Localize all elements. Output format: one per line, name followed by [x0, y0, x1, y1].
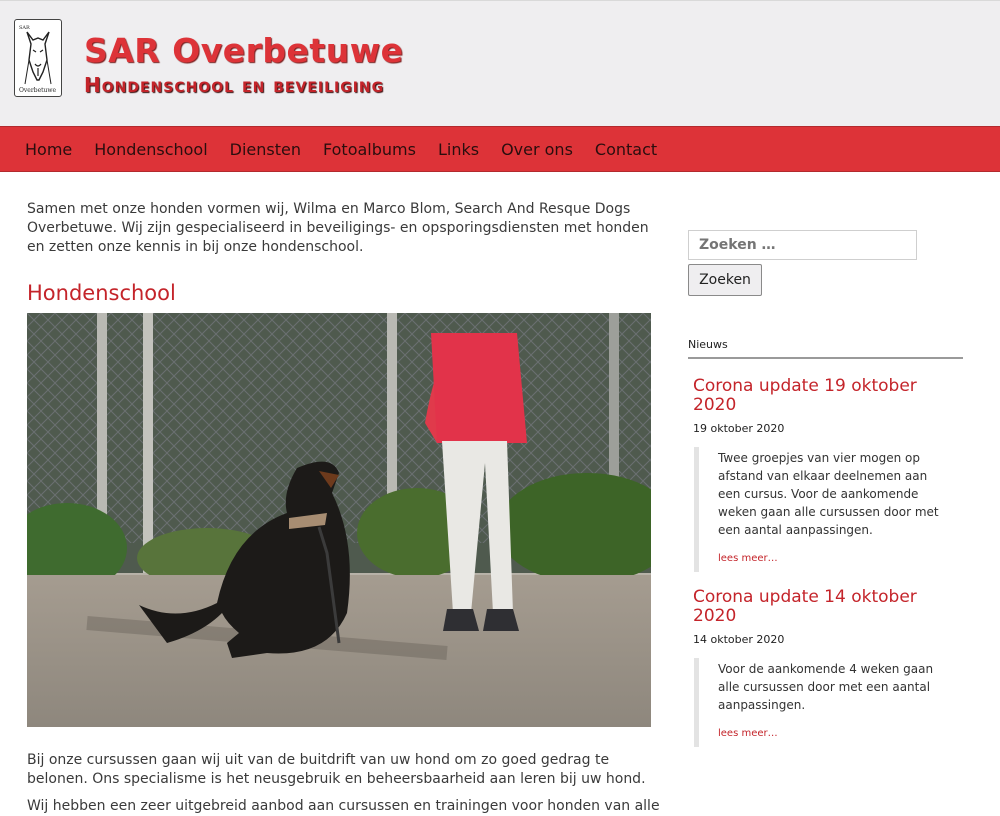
hero-image	[27, 313, 651, 727]
news-widget-title: Nieuws	[688, 338, 963, 359]
nav-item-home[interactable]: Home	[25, 139, 73, 159]
news-title-link[interactable]: Corona update 14 oktober 2020	[693, 587, 917, 626]
dog-training-photo	[27, 313, 651, 727]
site-tagline: Hondenschool en beveiliging	[84, 73, 385, 97]
section-title: Hondenschool	[27, 281, 176, 305]
read-more-link[interactable]: lees meer…	[718, 728, 778, 739]
news-title-link[interactable]: Corona update 19 oktober 2020	[693, 376, 917, 415]
news-item	[688, 377, 963, 572]
nav-item-fotoalbums[interactable]: Fotoalbums	[323, 139, 416, 159]
dog-logo-icon	[15, 20, 61, 96]
nav-item-links[interactable]: Links	[437, 139, 480, 159]
nav-item-over-ons[interactable]: Over ons	[501, 139, 573, 159]
site-logo[interactable]	[14, 19, 62, 97]
news-excerpt-text: Twee groepjes van vier mogen op afstand van elkaar deelnemen aan een cursus. Voor de aankomende weken gaan alle cursussen door met een aantal aanpassingen.	[718, 451, 939, 537]
site-title[interactable]: SAR Overbetuwe	[84, 31, 404, 70]
logo-text-bottom: Overbetuwe	[19, 87, 57, 94]
main-navigation	[0, 126, 1000, 172]
body-text-continued: Wij hebben een zeer uitgebreid aanbod aan cursussen en trainingen voor honden van alle	[27, 798, 660, 814]
site-header	[0, 0, 1000, 127]
search-button[interactable]: Zoeken	[688, 264, 762, 296]
nav-item-contact[interactable]: Contact	[594, 139, 658, 159]
news-date: 19 oktober 2020	[693, 422, 785, 435]
news-excerpt-text: Voor de aankomende 4 weken gaan alle cursussen door met een aantal aanpassingen.	[718, 662, 934, 712]
read-more-link[interactable]: lees meer…	[718, 553, 778, 564]
search-input[interactable]	[688, 230, 917, 260]
logo-text-top: SAR	[19, 25, 30, 31]
nav-item-diensten[interactable]: Diensten	[229, 139, 301, 159]
sidebar	[688, 230, 963, 747]
body-text: Bij onze cursussen gaan wij uit van de buitdrift van uw hond om zo goed gedrag te belonen. Ons specialisme is het neusgebruik en beheersbaarheid aan leren bij uw hond.	[27, 752, 646, 787]
news-excerpt	[694, 447, 963, 572]
news-date: 14 oktober 2020	[693, 633, 785, 646]
main-content	[27, 200, 660, 816]
nav-item-hondenschool[interactable]: Hondenschool	[94, 139, 208, 159]
intro-text: Samen met onze honden vormen wij, Wilma en Marco Blom, Search And Resque Dogs Overbetuwe. Wij zijn gespecialiseerd in beveiligings- en opsporingsdiensten met honden en zetten onze kennis in bij onze hondenschool.	[27, 201, 649, 255]
news-excerpt	[694, 658, 963, 747]
news-item	[688, 588, 963, 747]
